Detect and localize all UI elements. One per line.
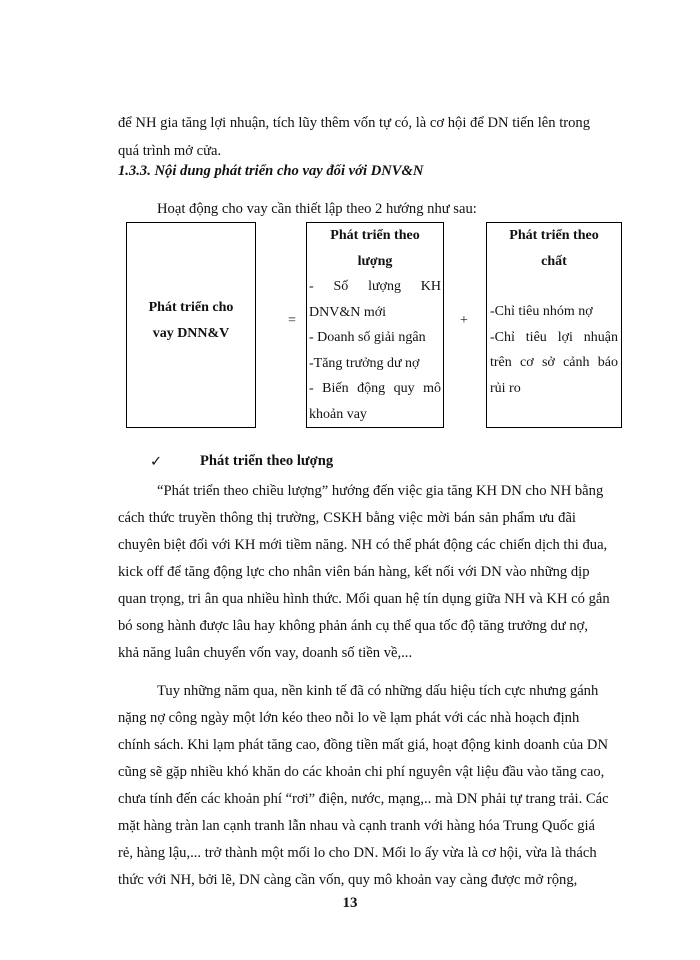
checkmark-icon: ✓ [150,454,163,470]
middle-box-item: - Biến động quy mô [309,381,441,396]
diagram-intro: Hoạt động cho vay cần thiết lập theo 2 hướng như sau: [157,201,477,217]
paragraph1-line: bó song hành được lâu hay không phản ánh cụ thể qua tốc độ tăng trưởng dư nợ, [118,618,589,634]
paragraph2-line: rẻ, hàng lậu,... trở thành một mối lo cho DN. Mối lo ấy vừa là cơ hội, vừa là thách [118,845,597,861]
middle-box-item: DNV&N mới [309,304,387,320]
page-number: 13 [342,895,358,911]
middle-box-title-1: Phát triển theo [330,228,420,243]
paragraph1-line: quan trọng, tri ân qua nhiều hình thức. Mối quan hệ tín dụng giữa NH và KH có gắn [118,591,610,607]
middle-box-item: -Tăng trưởng dư nợ [309,355,420,371]
middle-box-item: - Số lượng KH [309,279,441,294]
right-box-item: -Chỉ tiêu lợi nhuận [490,329,618,345]
right-box-title-2: chất [541,253,567,269]
diagram-left-box [126,222,256,428]
paragraph2-line: chính sách. Khi lạm phát tăng cao, đồng tiền mất giá, hoạt động kinh doanh của DN [118,737,608,753]
paragraph1-line: kick off để tăng động lực cho nhân viên bán hàng, kết nối với DN vào những dịp [118,564,590,580]
diagram-right-box [486,222,622,428]
left-box-line-1: Phát triển cho [148,300,234,315]
paragraph2-line: nặng nợ công ngày một lớn kéo theo nỗi lo về lạm phát với các nhà hoạch định [118,710,580,726]
paragraph1-line: “Phát triển theo chiều lượng” hướng đến việc gia tăng KH DN cho NH bằng [157,483,604,499]
paragraph1-line: chuyên biệt đối với KH mới tiềm năng. NH có thể phát động các chiến dịch thi đua, [118,537,608,553]
paragraph1-line: khả năng luân chuyển vốn vay, doanh số tiền về,... [118,645,413,661]
paragraph2-line: chưa tính đến các khoản phí “rơi” điện, nước, mạng,.. mà DN phải tự trang trải. Các [118,791,609,807]
paragraph1-line: cách thức truyền thông thị trường, CSKH bằng việc mời bán sản phẩm ưu đãi [118,510,576,526]
right-box-item: trên cơ sở cảnh báo [490,355,618,370]
equals-sign: = [288,313,296,328]
right-box-title-1: Phát triển theo [509,228,599,243]
diagram-middle-box [306,222,444,428]
middle-box-item: khoản vay [309,406,367,422]
right-box-item: -Chỉ tiêu nhóm nợ [490,304,593,319]
paragraph2-line: mặt hàng tràn lan cạnh tranh lẫn nhau và cạnh tranh với hàng hóa Trung Quốc giá [118,818,596,834]
paragraph2-line: cũng sẽ gặp nhiều khó khăn do các khoản chi phí nguyên vật liệu đầu vào tăng cao, [118,764,605,780]
right-box-item: rủi ro [490,380,521,396]
middle-box-item: - Doanh số giải ngân [309,330,426,345]
middle-box-title-2: lượng [357,253,393,269]
section-heading: 1.3.3. Nội dung phát triển cho vay đối với DNV&N [118,163,424,179]
paragraph2-line: Tuy những năm qua, nền kinh tế đã có những dấu hiệu tích cực nhưng gánh [157,683,599,699]
intro-line-2: quá trình mở cửa. [118,143,222,159]
left-box-line-2: vay DNN&V [152,325,230,341]
plus-sign: + [460,313,468,328]
subheading-title: Phát triển theo lượng [200,453,334,469]
paragraph2-line: thức với NH, bởi lẽ, DN càng cần vốn, quy mô khoản vay càng được mở rộng, [118,872,578,888]
intro-line-1: để NH gia tăng lợi nhuận, tích lũy thêm vốn tự có, là cơ hội để DN tiến lên trong [118,115,591,131]
